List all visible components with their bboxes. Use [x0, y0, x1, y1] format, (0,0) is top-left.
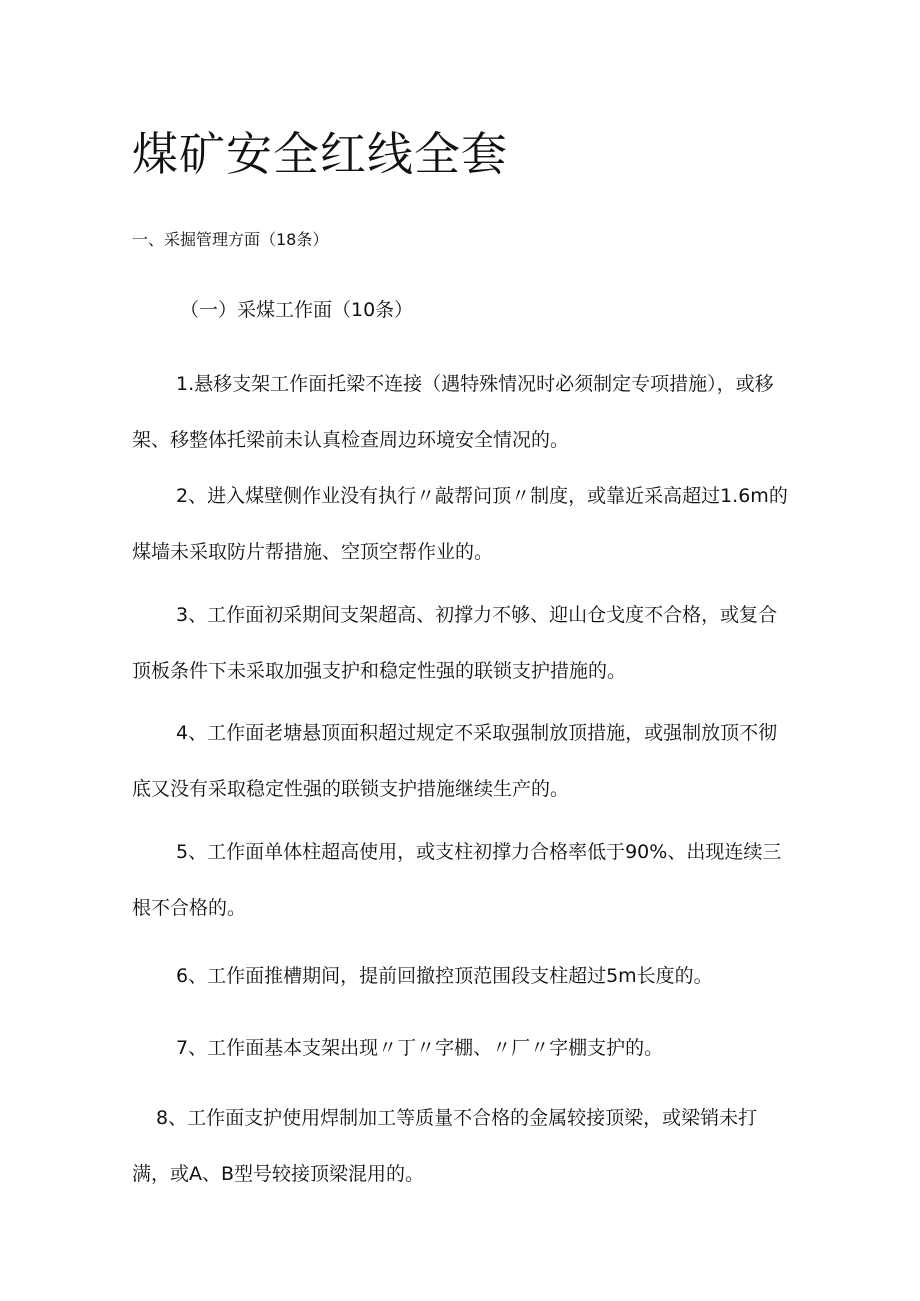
section-heading: 一、采掘管理方面（18条）: [132, 230, 329, 249]
rule-item-7: 7、工作面基本支架出现〃丁〃字棚、〃厂〃字棚支护的。: [176, 1037, 664, 1059]
rule-item-1: 1.悬移支架工作面托梁不连接（遇特殊情况时必须制定专项措施），或移架、移整体托梁前未认真检查周边环境安全情况的。: [132, 373, 774, 451]
rule-item-6: 6、工作面推槽期间，提前回撤控顶范围段支柱超过5m长度的。: [176, 965, 713, 987]
rule-item-2: 2、进入煤壁侧作业没有执行〃敲帮问顶〃制度，或靠近采高超过1.6m的煤墙未采取防片帮措施、空顶空帮作业的。: [132, 485, 788, 563]
rule-item-3: 3、工作面初采期间支架超高、初撑力不够、迎山仓戈度不合格，或复合顶板条件下未采取加强支护和稳定性强的联锁支护措施的。: [132, 604, 778, 682]
subsection-heading: （一）采煤工作面（10条）: [180, 299, 414, 321]
rule-item-8: 8、工作面支护使用焊制加工等质量不合格的金属较接顶梁，或梁销未打满，或A、B型号较接顶梁混用的。: [132, 1107, 758, 1185]
document-title: 煤矿安全红线全套: [132, 127, 508, 181]
rule-item-4: 4、工作面老塘悬顶面积超过规定不采取强制放顶措施，或强制放顶不彻底又没有采取稳定性强的联锁支护措施继续生产的。: [132, 722, 778, 800]
rule-item-5: 5、工作面单体柱超高使用，或支柱初撑力合格率低于90%、出现连续三根不合格的。: [132, 841, 782, 919]
